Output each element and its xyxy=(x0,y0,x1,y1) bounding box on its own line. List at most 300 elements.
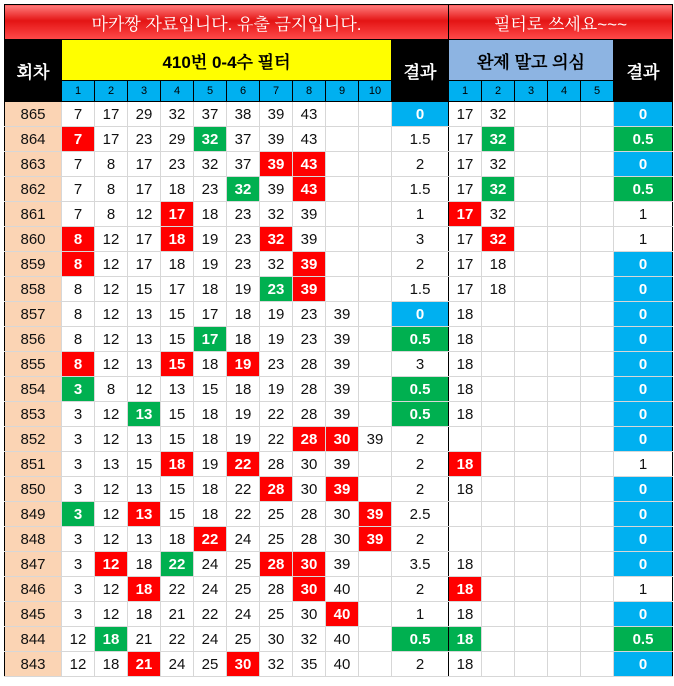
number-cell xyxy=(359,327,392,352)
number-cell: 39 xyxy=(326,302,359,327)
number-cell: 12 xyxy=(95,502,128,527)
number-cell xyxy=(359,477,392,502)
number-cell: 8 xyxy=(95,152,128,177)
table-row xyxy=(5,577,673,602)
suspect-cell xyxy=(515,252,548,277)
column-index: 4 xyxy=(161,81,194,102)
number-cell: 18 xyxy=(128,552,161,577)
number-cell: 15 xyxy=(161,327,194,352)
number-cell: 39 xyxy=(293,277,326,302)
number-cell: 7 xyxy=(62,127,95,152)
result-cell: 2 xyxy=(392,452,449,477)
number-cell: 40 xyxy=(326,577,359,602)
result-2-cell: 0 xyxy=(614,402,673,427)
number-cell: 13 xyxy=(128,527,161,552)
suspect-cell xyxy=(515,327,548,352)
suspect-cell xyxy=(515,177,548,202)
suspect-cell: 17 xyxy=(449,202,482,227)
suspect-cell xyxy=(548,252,581,277)
column-index: 3 xyxy=(128,81,161,102)
round-cell: 844 xyxy=(5,627,62,652)
number-cell: 8 xyxy=(95,177,128,202)
number-cell xyxy=(359,277,392,302)
number-cell: 19 xyxy=(194,452,227,477)
number-cell: 12 xyxy=(128,202,161,227)
number-cell: 3 xyxy=(62,552,95,577)
number-cell: 15 xyxy=(161,502,194,527)
number-cell: 8 xyxy=(95,377,128,402)
round-cell: 845 xyxy=(5,602,62,627)
suspect-cell xyxy=(581,402,614,427)
number-cell: 30 xyxy=(227,652,260,677)
number-cell: 23 xyxy=(194,177,227,202)
round-cell: 861 xyxy=(5,202,62,227)
suspect-cell xyxy=(548,202,581,227)
table-row xyxy=(5,227,673,252)
suspect-cell: 18 xyxy=(449,377,482,402)
number-cell: 8 xyxy=(62,252,95,277)
number-cell: 43 xyxy=(293,152,326,177)
suspect-cell: 18 xyxy=(449,477,482,502)
result-cell: 1.5 xyxy=(392,127,449,152)
result-cell: 2 xyxy=(392,652,449,677)
suspect-cell: 18 xyxy=(449,327,482,352)
suspect-cell: 18 xyxy=(449,402,482,427)
header-result: 결과 xyxy=(392,40,449,102)
round-cell: 848 xyxy=(5,527,62,552)
suspect-cell: 18 xyxy=(449,302,482,327)
number-cell: 23 xyxy=(293,302,326,327)
suspect-cell xyxy=(548,477,581,502)
number-cell: 17 xyxy=(95,127,128,152)
result-2-cell: 0 xyxy=(614,552,673,577)
suspect-cell xyxy=(515,402,548,427)
column-index: 1 xyxy=(449,81,482,102)
table-row xyxy=(5,602,673,627)
number-cell: 18 xyxy=(227,302,260,327)
suspect-cell xyxy=(482,402,515,427)
result-2-cell: 1 xyxy=(614,202,673,227)
number-cell: 8 xyxy=(62,277,95,302)
number-cell: 37 xyxy=(194,102,227,127)
number-cell: 13 xyxy=(128,327,161,352)
suspect-cell: 18 xyxy=(449,627,482,652)
suspect-cell xyxy=(581,352,614,377)
suspect-cell xyxy=(482,552,515,577)
column-index: 5 xyxy=(581,81,614,102)
number-cell: 28 xyxy=(260,577,293,602)
suspect-cell xyxy=(515,527,548,552)
number-cell: 13 xyxy=(128,427,161,452)
suspect-cell: 18 xyxy=(449,452,482,477)
number-cell: 13 xyxy=(128,477,161,502)
number-cell: 23 xyxy=(260,277,293,302)
header-result-2: 결과 xyxy=(614,40,673,102)
number-cell: 18 xyxy=(128,577,161,602)
suspect-cell xyxy=(581,227,614,252)
table-row xyxy=(5,552,673,577)
number-cell: 3 xyxy=(62,477,95,502)
number-cell xyxy=(359,352,392,377)
number-cell: 32 xyxy=(260,652,293,677)
number-cell: 17 xyxy=(161,277,194,302)
table-row xyxy=(5,202,673,227)
number-cell: 8 xyxy=(62,227,95,252)
number-cell: 39 xyxy=(260,102,293,127)
number-cell: 12 xyxy=(95,577,128,602)
number-cell: 22 xyxy=(227,477,260,502)
suspect-cell xyxy=(548,452,581,477)
number-cell: 39 xyxy=(359,427,392,452)
result-2-cell: 0.5 xyxy=(614,177,673,202)
suspect-cell xyxy=(548,327,581,352)
result-2-cell: 0.5 xyxy=(614,627,673,652)
result-cell: 1.5 xyxy=(392,277,449,302)
result-cell: 2 xyxy=(392,252,449,277)
number-cell: 30 xyxy=(260,627,293,652)
table-row xyxy=(5,152,673,177)
result-2-cell: 0 xyxy=(614,277,673,302)
suspect-cell xyxy=(581,477,614,502)
number-cell: 25 xyxy=(227,552,260,577)
number-cell: 19 xyxy=(260,327,293,352)
suspect-cell: 32 xyxy=(482,152,515,177)
number-cell: 19 xyxy=(260,302,293,327)
filter-table xyxy=(4,4,673,677)
suspect-cell xyxy=(482,527,515,552)
suspect-cell xyxy=(548,427,581,452)
number-cell: 25 xyxy=(260,602,293,627)
number-cell: 3 xyxy=(62,602,95,627)
number-cell: 22 xyxy=(227,452,260,477)
column-index: 5 xyxy=(194,81,227,102)
result-2-cell: 0 xyxy=(614,602,673,627)
suspect-cell xyxy=(581,552,614,577)
number-cell: 39 xyxy=(260,127,293,152)
number-cell: 15 xyxy=(128,277,161,302)
suspect-cell xyxy=(548,402,581,427)
number-cell: 39 xyxy=(260,152,293,177)
number-cell: 15 xyxy=(161,352,194,377)
column-index: 2 xyxy=(482,81,515,102)
column-index: 2 xyxy=(95,81,128,102)
number-cell: 17 xyxy=(128,152,161,177)
round-cell: 849 xyxy=(5,502,62,527)
number-cell: 28 xyxy=(293,402,326,427)
table-row xyxy=(5,427,673,452)
suspect-cell xyxy=(581,152,614,177)
round-cell: 853 xyxy=(5,402,62,427)
number-cell: 15 xyxy=(161,302,194,327)
result-cell: 0.5 xyxy=(392,377,449,402)
result-2-cell: 0 xyxy=(614,652,673,677)
round-cell: 852 xyxy=(5,427,62,452)
number-cell: 18 xyxy=(194,427,227,452)
number-cell: 19 xyxy=(227,352,260,377)
table-row xyxy=(5,177,673,202)
suspect-cell xyxy=(581,377,614,402)
suspect-cell xyxy=(581,602,614,627)
number-cell: 19 xyxy=(227,402,260,427)
number-cell: 28 xyxy=(293,502,326,527)
suspect-cell xyxy=(482,627,515,652)
number-cell: 24 xyxy=(227,527,260,552)
number-cell: 30 xyxy=(326,527,359,552)
number-cell: 43 xyxy=(293,127,326,152)
number-cell: 18 xyxy=(95,652,128,677)
number-cell: 22 xyxy=(194,602,227,627)
round-cell: 855 xyxy=(5,352,62,377)
suspect-cell xyxy=(581,502,614,527)
number-cell: 43 xyxy=(293,102,326,127)
suspect-cell: 32 xyxy=(482,102,515,127)
number-cell: 22 xyxy=(260,402,293,427)
number-cell: 12 xyxy=(62,652,95,677)
result-cell: 1 xyxy=(392,602,449,627)
number-cell: 23 xyxy=(227,252,260,277)
number-cell xyxy=(359,177,392,202)
number-cell: 28 xyxy=(293,427,326,452)
number-cell: 25 xyxy=(260,502,293,527)
number-cell: 12 xyxy=(95,602,128,627)
number-cell: 37 xyxy=(227,152,260,177)
number-cell: 22 xyxy=(194,527,227,552)
table-row xyxy=(5,652,673,677)
suspect-cell xyxy=(482,477,515,502)
suspect-cell: 17 xyxy=(449,252,482,277)
suspect-cell xyxy=(515,352,548,377)
suspect-cell xyxy=(581,327,614,352)
suspect-cell xyxy=(515,102,548,127)
suspect-cell: 17 xyxy=(449,127,482,152)
column-index: 10 xyxy=(359,81,392,102)
round-cell: 863 xyxy=(5,152,62,177)
suspect-cell xyxy=(581,127,614,152)
number-cell: 13 xyxy=(128,352,161,377)
number-cell xyxy=(326,252,359,277)
number-cell xyxy=(359,252,392,277)
suspect-cell xyxy=(581,302,614,327)
number-cell: 13 xyxy=(128,402,161,427)
round-cell: 862 xyxy=(5,177,62,202)
result-cell: 0.5 xyxy=(392,627,449,652)
number-cell: 13 xyxy=(161,377,194,402)
number-cell: 39 xyxy=(326,477,359,502)
result-cell: 0 xyxy=(392,302,449,327)
result-2-cell: 0 xyxy=(614,502,673,527)
suspect-cell: 32 xyxy=(482,202,515,227)
column-index: 1 xyxy=(62,81,95,102)
number-cell: 12 xyxy=(95,552,128,577)
number-cell: 24 xyxy=(161,652,194,677)
result-cell: 1.5 xyxy=(392,177,449,202)
number-cell: 30 xyxy=(293,602,326,627)
round-cell: 847 xyxy=(5,552,62,577)
result-cell: 3 xyxy=(392,227,449,252)
suspect-cell: 17 xyxy=(449,152,482,177)
number-cell: 28 xyxy=(293,377,326,402)
number-cell: 39 xyxy=(326,352,359,377)
number-cell xyxy=(359,302,392,327)
number-cell: 40 xyxy=(326,627,359,652)
suspect-cell: 17 xyxy=(449,102,482,127)
number-cell: 18 xyxy=(161,452,194,477)
number-cell xyxy=(326,202,359,227)
number-cell: 19 xyxy=(194,252,227,277)
suspect-cell xyxy=(581,177,614,202)
table-row xyxy=(5,127,673,152)
number-cell: 15 xyxy=(161,477,194,502)
suspect-cell xyxy=(482,652,515,677)
column-index: 8 xyxy=(293,81,326,102)
number-cell: 40 xyxy=(326,652,359,677)
number-cell: 3 xyxy=(62,577,95,602)
suspect-cell xyxy=(548,227,581,252)
suspect-cell xyxy=(581,452,614,477)
result-2-cell: 0 xyxy=(614,102,673,127)
suspect-cell xyxy=(548,377,581,402)
number-cell: 8 xyxy=(62,352,95,377)
suspect-cell xyxy=(548,577,581,602)
suspect-cell: 18 xyxy=(482,252,515,277)
suspect-cell xyxy=(515,477,548,502)
suspect-cell xyxy=(515,577,548,602)
round-cell: 858 xyxy=(5,277,62,302)
number-cell: 17 xyxy=(128,252,161,277)
number-cell: 7 xyxy=(62,202,95,227)
number-cell: 32 xyxy=(293,627,326,652)
suspect-cell xyxy=(548,602,581,627)
number-cell: 12 xyxy=(95,402,128,427)
number-cell: 28 xyxy=(260,477,293,502)
number-cell: 39 xyxy=(293,252,326,277)
result-2-cell: 1 xyxy=(614,227,673,252)
suspect-cell: 17 xyxy=(449,177,482,202)
banner-right: 필터로 쓰세요~~~ xyxy=(449,5,673,40)
number-cell: 32 xyxy=(194,152,227,177)
number-cell xyxy=(359,402,392,427)
suspect-cell: 32 xyxy=(482,127,515,152)
result-cell: 2 xyxy=(392,577,449,602)
result-cell: 2 xyxy=(392,152,449,177)
suspect-cell xyxy=(482,502,515,527)
number-cell: 3 xyxy=(62,377,95,402)
number-cell xyxy=(359,202,392,227)
suspect-cell xyxy=(581,427,614,452)
result-cell: 2 xyxy=(392,477,449,502)
suspect-cell xyxy=(515,227,548,252)
number-cell: 28 xyxy=(260,552,293,577)
result-cell: 3 xyxy=(392,352,449,377)
table-row xyxy=(5,352,673,377)
number-cell: 30 xyxy=(326,427,359,452)
suspect-cell xyxy=(515,377,548,402)
number-cell: 18 xyxy=(194,402,227,427)
suspect-cell xyxy=(449,427,482,452)
result-2-cell: 0 xyxy=(614,377,673,402)
number-cell: 18 xyxy=(194,277,227,302)
number-cell: 8 xyxy=(62,327,95,352)
number-cell: 39 xyxy=(326,552,359,577)
number-cell: 13 xyxy=(128,502,161,527)
suspect-cell xyxy=(548,152,581,177)
number-cell: 32 xyxy=(260,252,293,277)
number-cell: 37 xyxy=(227,127,260,152)
suspect-cell xyxy=(449,502,482,527)
number-cell: 23 xyxy=(293,327,326,352)
number-cell: 29 xyxy=(128,102,161,127)
column-index: 6 xyxy=(227,81,260,102)
suspect-cell xyxy=(581,277,614,302)
sheet xyxy=(4,4,673,677)
suspect-cell xyxy=(515,277,548,302)
number-cell: 15 xyxy=(194,377,227,402)
number-cell: 39 xyxy=(293,227,326,252)
round-cell: 856 xyxy=(5,327,62,352)
number-cell: 39 xyxy=(326,452,359,477)
suspect-cell: 32 xyxy=(482,177,515,202)
table-row xyxy=(5,377,673,402)
suspect-cell: 18 xyxy=(449,602,482,627)
number-cell: 12 xyxy=(95,252,128,277)
number-cell: 3 xyxy=(62,527,95,552)
suspect-cell xyxy=(581,202,614,227)
suspect-cell xyxy=(581,652,614,677)
number-cell: 12 xyxy=(95,227,128,252)
number-cell xyxy=(359,577,392,602)
result-cell: 2 xyxy=(392,427,449,452)
column-index: 3 xyxy=(515,81,548,102)
suspect-cell xyxy=(482,427,515,452)
suspect-cell: 18 xyxy=(482,277,515,302)
number-cell: 17 xyxy=(95,102,128,127)
number-cell: 12 xyxy=(95,427,128,452)
suspect-cell xyxy=(449,527,482,552)
number-cell: 18 xyxy=(128,602,161,627)
number-cell: 28 xyxy=(260,452,293,477)
table-row xyxy=(5,327,673,352)
number-cell xyxy=(359,652,392,677)
number-cell: 22 xyxy=(260,427,293,452)
number-cell: 40 xyxy=(326,602,359,627)
result-2-cell: 0 xyxy=(614,477,673,502)
number-cell: 30 xyxy=(293,577,326,602)
table-row xyxy=(5,452,673,477)
number-cell: 15 xyxy=(161,402,194,427)
suspect-cell xyxy=(515,602,548,627)
round-cell: 857 xyxy=(5,302,62,327)
number-cell: 13 xyxy=(128,302,161,327)
number-cell: 24 xyxy=(227,602,260,627)
number-cell: 17 xyxy=(161,202,194,227)
number-cell: 3 xyxy=(62,427,95,452)
suspect-cell xyxy=(581,627,614,652)
suspect-cell xyxy=(482,452,515,477)
suspect-cell xyxy=(482,302,515,327)
result-2-cell: 1 xyxy=(614,452,673,477)
number-cell: 28 xyxy=(293,352,326,377)
number-cell: 19 xyxy=(194,227,227,252)
suspect-cell xyxy=(548,627,581,652)
round-cell: 854 xyxy=(5,377,62,402)
number-cell: 17 xyxy=(194,327,227,352)
round-cell: 860 xyxy=(5,227,62,252)
number-cell: 32 xyxy=(161,102,194,127)
result-cell: 1 xyxy=(392,202,449,227)
number-cell: 12 xyxy=(95,527,128,552)
number-cell: 24 xyxy=(194,552,227,577)
suspect-cell xyxy=(581,252,614,277)
